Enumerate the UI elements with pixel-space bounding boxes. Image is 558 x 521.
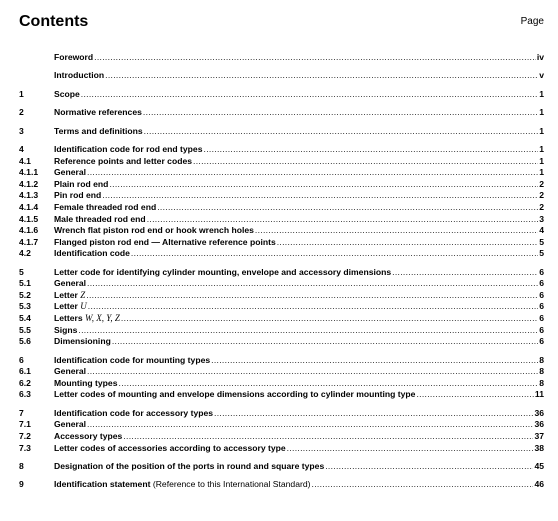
contents-header <box>19 13 544 37</box>
toc-entry[interactable] <box>19 431 544 443</box>
toc-entry-number: 4.1.7 <box>19 236 39 247</box>
toc-entry-number: 4.1 <box>19 155 31 166</box>
toc-entry-number: 5.1 <box>19 278 31 289</box>
toc-entry-number: 4.1.5 <box>19 213 39 224</box>
toc-entry-title: Reference points and letter codes <box>54 155 193 166</box>
toc-entry-page: 1 <box>539 155 544 166</box>
dot-leader <box>87 419 533 431</box>
toc-entry-title: Scope <box>54 88 80 99</box>
toc-entry[interactable] <box>19 408 544 420</box>
dot-leader <box>121 313 538 325</box>
dot-leader <box>392 267 538 279</box>
dot-leader <box>214 408 533 420</box>
toc-entry-title: General <box>54 278 87 289</box>
toc-entry-number: 6.3 <box>19 389 31 400</box>
toc-entry-page: v <box>539 70 544 81</box>
toc-entry-symbol: Z <box>80 289 86 300</box>
dot-leader <box>277 237 538 249</box>
dot-leader <box>193 156 538 168</box>
toc-entry-title: Designation of the position of the ports in round and square types <box>54 460 325 471</box>
dot-leader <box>105 70 538 82</box>
dot-leader <box>287 443 534 455</box>
toc-entry[interactable] <box>19 144 544 156</box>
toc-entry-title: Identification code <box>54 248 130 259</box>
toc-entry-page: 1 <box>539 143 544 154</box>
toc-entry-number: 5.3 <box>19 301 31 312</box>
toc-entry[interactable] <box>19 156 544 168</box>
toc-entry[interactable] <box>19 461 544 473</box>
toc-entry[interactable] <box>19 389 544 401</box>
dot-leader <box>94 52 536 64</box>
toc-entry-number: 6.1 <box>19 366 31 377</box>
toc-entry-number: 9 <box>19 479 24 490</box>
toc-entry-page: 3 <box>539 213 544 224</box>
dot-leader <box>87 366 538 378</box>
toc-entry[interactable] <box>19 107 544 119</box>
toc-entry[interactable] <box>19 52 544 64</box>
toc-entry[interactable] <box>19 89 544 101</box>
toc-entry-title: Male threaded rod end <box>54 213 146 224</box>
toc-entry-page: 2 <box>539 190 544 201</box>
toc-entry[interactable] <box>19 70 544 82</box>
toc-entry-title: General <box>54 419 87 430</box>
toc-entry-page: 36 <box>534 407 544 418</box>
toc-entry-number: 4 <box>19 143 24 154</box>
toc-entry-title: Letters W, X, Y, Z <box>54 313 120 324</box>
toc-entry-page: 6 <box>539 336 544 347</box>
toc-entry-number: 4.1.3 <box>19 190 39 201</box>
dot-leader <box>255 225 538 237</box>
toc-entry-number: 5.2 <box>19 289 31 300</box>
toc-entry-number: 4.1.2 <box>19 178 39 189</box>
dot-leader <box>204 144 539 156</box>
dot-leader <box>87 167 538 179</box>
toc-entry-symbol: W, X, Y, Z <box>85 313 120 324</box>
toc-entry-title: Flanged piston rod end — Alternative reference points <box>54 236 276 247</box>
toc-entry-number: 4.1.4 <box>19 201 39 212</box>
toc-entry-page: 8 <box>539 366 544 377</box>
toc-entry[interactable] <box>19 248 544 260</box>
toc-entry-title: Letter code for identifying cylinder mounting, envelope and accessory dimensions <box>54 266 392 277</box>
toc-entry-title: Introduction <box>54 70 105 81</box>
toc-entry-page: 38 <box>534 442 544 453</box>
toc-entry-title: Normative references <box>54 107 142 118</box>
toc-entry-page: 11 <box>534 389 544 400</box>
toc-entry-title: Plain rod end <box>54 178 109 189</box>
toc-entry-page: 1 <box>539 88 544 99</box>
toc-entry-number: 5.5 <box>19 324 31 335</box>
dot-leader <box>325 461 533 473</box>
dot-leader <box>131 248 538 260</box>
toc-entry-title: Wrench flat piston rod end or hook wrench holes <box>54 225 254 236</box>
toc-entry-page: 6 <box>539 289 544 300</box>
toc-entry-title: Accessory types <box>54 431 123 441</box>
dot-leader <box>147 214 539 226</box>
page-title: Contents <box>19 13 89 30</box>
toc-entry-note: (Reference to this International Standard) <box>152 479 311 490</box>
dot-leader <box>211 355 538 367</box>
toc-entry[interactable] <box>19 278 544 290</box>
dot-leader <box>81 89 538 101</box>
dot-leader <box>416 389 533 401</box>
toc-entry[interactable] <box>19 202 544 214</box>
toc-entry-title: Dimensioning <box>54 336 111 347</box>
toc-entry-number: 7.2 <box>19 431 31 441</box>
toc-entry-title: Female threaded rod end <box>54 201 157 212</box>
toc-entry-page: 6 <box>539 301 544 312</box>
toc-entry[interactable] <box>19 366 544 378</box>
dot-leader <box>87 278 538 290</box>
toc-entry-number: 5 <box>19 266 24 277</box>
toc-entry-title: Letter Z <box>54 289 86 300</box>
toc-entry-number: 4.1.6 <box>19 225 39 236</box>
page-column-label: Page <box>520 16 544 27</box>
toc-entry[interactable] <box>19 313 544 325</box>
toc-entry[interactable] <box>19 290 544 302</box>
toc-entry-title: Terms and definitions <box>54 125 143 136</box>
dot-leader <box>144 126 539 138</box>
toc-entry-number: 4.2 <box>19 248 31 259</box>
toc-entry[interactable] <box>19 355 544 367</box>
table-of-contents <box>19 52 544 491</box>
toc-entry-page: 6 <box>539 278 544 289</box>
toc-entry-title: Letter codes of accessories according to accessory type <box>54 442 286 453</box>
toc-entry-page: 1 <box>539 107 544 118</box>
toc-entry-page: 1 <box>539 167 544 178</box>
toc-entry-title: General <box>54 366 87 377</box>
toc-entry-page: iv <box>536 52 544 62</box>
toc-entry[interactable] <box>19 378 544 390</box>
toc-entry[interactable] <box>19 190 544 202</box>
toc-entry-page: 1 <box>539 125 544 136</box>
toc-entry-page: 45 <box>534 460 544 471</box>
toc-entry-title: Letter U <box>54 301 87 312</box>
dot-leader <box>123 431 533 443</box>
toc-entry-page: 2 <box>539 178 544 189</box>
dot-leader <box>312 479 534 491</box>
toc-entry[interactable] <box>19 225 544 237</box>
toc-entry-title: General <box>54 167 87 178</box>
dot-leader <box>112 336 538 348</box>
toc-entry-number: 6.2 <box>19 377 31 388</box>
toc-entry-page: 37 <box>534 431 544 441</box>
dot-leader <box>78 325 538 337</box>
toc-entry-page: 4 <box>539 225 544 236</box>
toc-entry[interactable] <box>19 336 544 348</box>
toc-entry-title: Identification code for accessory types <box>54 407 214 418</box>
toc-entry[interactable] <box>19 479 544 491</box>
dot-leader <box>109 179 538 191</box>
toc-entry-number: 7.3 <box>19 442 31 453</box>
toc-entry[interactable] <box>19 179 544 191</box>
toc-entry-title: Identification code for mounting types <box>54 354 211 365</box>
dot-leader <box>119 378 539 390</box>
toc-entry-page: 2 <box>539 201 544 212</box>
toc-entry-title: Identification statement (Reference to this International Standard) <box>54 479 311 490</box>
toc-entry-number: 2 <box>19 107 24 118</box>
dot-leader <box>88 301 538 313</box>
toc-entry-page: 6 <box>539 266 544 277</box>
toc-entry-title: Mounting types <box>54 377 118 388</box>
toc-entry-page: 8 <box>539 377 544 388</box>
toc-entry[interactable] <box>19 301 544 313</box>
toc-entry-number: 7.1 <box>19 419 31 430</box>
toc-entry-title: Signs <box>54 324 78 335</box>
toc-entry[interactable] <box>19 325 544 337</box>
toc-entry-title: Letter codes of mounting and envelope dimensions according to cylinder mounting type <box>54 389 416 400</box>
toc-entry-page: 6 <box>539 324 544 335</box>
toc-entry-page: 5 <box>539 236 544 247</box>
toc-entry[interactable] <box>19 443 544 455</box>
toc-entry-number: 3 <box>19 125 24 136</box>
toc-entry-page: 6 <box>539 313 544 324</box>
dot-leader <box>143 107 538 119</box>
toc-entry-number: 7 <box>19 407 24 418</box>
dot-leader <box>102 190 538 202</box>
toc-entry-page: 46 <box>534 479 544 490</box>
toc-entry-number: 5.4 <box>19 313 31 324</box>
toc-entry-number: 8 <box>19 460 24 471</box>
dot-leader <box>86 290 538 302</box>
toc-entry-symbol: U <box>80 301 87 312</box>
toc-entry-number: 4.1.1 <box>19 167 39 178</box>
toc-entry-page: 36 <box>534 419 544 430</box>
toc-entry[interactable] <box>19 126 544 138</box>
toc-entry-page: 5 <box>539 248 544 259</box>
toc-entry-title: Pin rod end <box>54 190 102 201</box>
toc-entry-number: 1 <box>19 88 24 99</box>
toc-entry[interactable] <box>19 214 544 226</box>
toc-entry[interactable] <box>19 267 544 279</box>
toc-entry-page: 8 <box>539 354 544 365</box>
toc-entry[interactable] <box>19 419 544 431</box>
toc-entry-title: Foreword <box>54 52 94 62</box>
toc-entry[interactable] <box>19 167 544 179</box>
toc-entry[interactable] <box>19 237 544 249</box>
toc-entry-title: Identification code for rod end types <box>54 143 203 154</box>
toc-entry-number: 5.6 <box>19 336 31 347</box>
dot-leader <box>157 202 538 214</box>
toc-entry-number: 6 <box>19 354 24 365</box>
